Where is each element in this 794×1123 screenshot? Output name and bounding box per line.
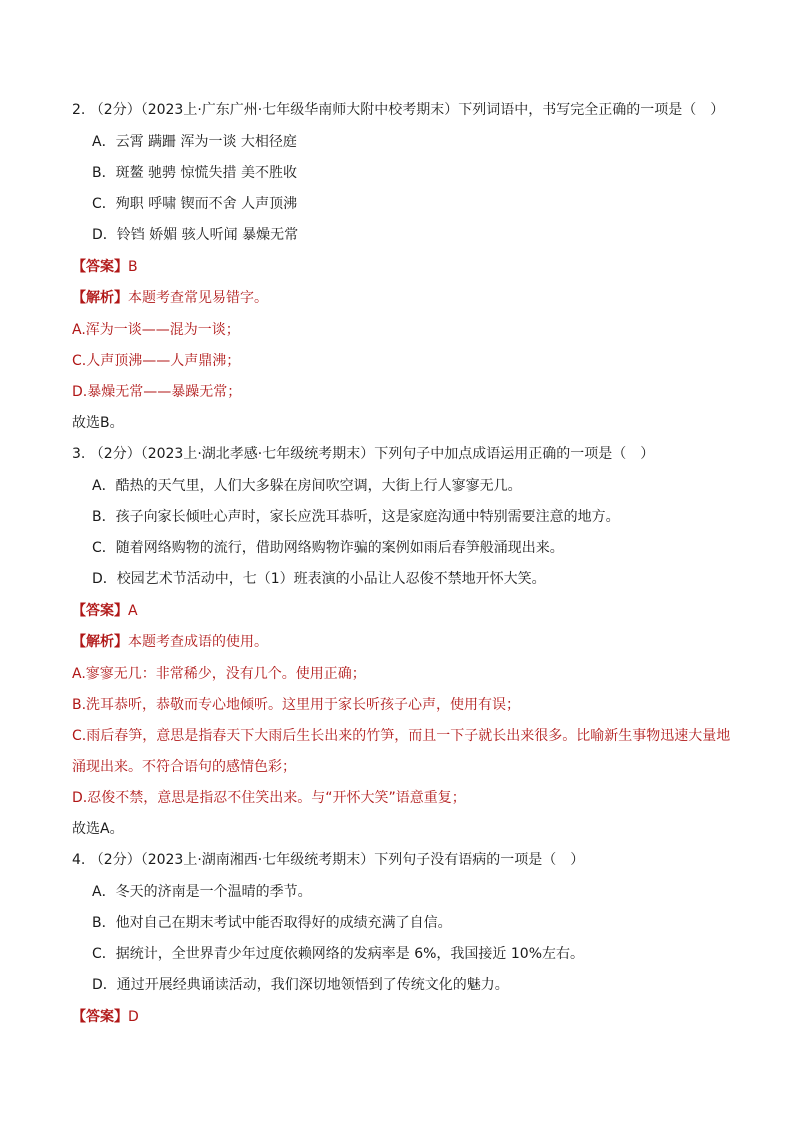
- answer-line: [72, 257, 138, 277]
- option-c: C．随着网络购物的流行，借助网络购物诈骗的案例如雨后春笋般涌现出来。: [92, 540, 564, 556]
- option-b: B．斑鳌 驰骋 惊慌失措 美不胜收: [92, 165, 297, 181]
- analysis-item: D.忍俊不禁，意思是指忍不住笑出来。与“开怀大笑”语意重复；: [72, 790, 466, 806]
- answer-value: D: [128, 1009, 139, 1025]
- conclusion: 故选A。: [72, 821, 124, 837]
- option-c: C．殉职 呼啸 锲而不舍 人声顶沸: [92, 196, 298, 212]
- analysis-item: B.洗耳恭听，恭敬而专心地倾听。这里用于家长听孩子心声，使用有误；: [72, 697, 521, 713]
- option-b: B．他对自己在期末考试中能否取得好的成绩充满了自信。: [92, 915, 452, 931]
- answer-line: [72, 1007, 139, 1027]
- question-stem: 4. （2分）（2023上·湖南湘西·七年级统考期末）下列句子没有语病的一项是（ ）: [72, 852, 585, 868]
- analysis-label: 【解析】: [72, 634, 128, 650]
- answer-label: 【答案】: [72, 259, 128, 275]
- option-a: A．酷热的天气里，人们大多躲在房间吹空调，大街上行人寥寥无几。: [92, 478, 522, 494]
- analysis-item: 涌现出来。不符合语句的感情色彩；: [72, 759, 296, 775]
- option-a: A．冬天的济南是一个温晴的季节。: [92, 884, 312, 900]
- analysis-intro: 本题考查常见易错字。: [128, 290, 268, 306]
- answer-value: B: [128, 259, 138, 275]
- analysis-line: [72, 288, 268, 308]
- option-d: D．校园艺术节活动中，七（1）班表演的小品让人忍俊不禁地开怀大笑。: [92, 571, 546, 587]
- answer-line: [72, 601, 138, 621]
- analysis-item: A.浑为一谈——混为一谈；: [72, 322, 240, 338]
- analysis-item: D.暴燥无常——暴躁无常；: [72, 384, 242, 400]
- analysis-intro: 本题考查成语的使用。: [128, 634, 268, 650]
- analysis-label: 【解析】: [72, 290, 128, 306]
- question-stem: 2. （2分）（2023上·广东广州·七年级华南师大附中校考期末）下列词语中，书写完全正确的一项是（ ）: [72, 102, 725, 118]
- analysis-item: A.寥寥无几：非常稀少，没有几个。使用正确；: [72, 666, 366, 682]
- analysis-line: [72, 632, 268, 652]
- answer-value: A: [128, 603, 138, 619]
- option-d: D．铃铛 娇媚 骇人听闻 暴燥无常: [92, 227, 299, 243]
- analysis-item: C.人声顶沸——人声鼎沸；: [72, 353, 241, 369]
- conclusion: 故选B。: [72, 415, 124, 431]
- option-a: A．云霄 蹒跚 浑为一谈 大相径庭: [92, 134, 297, 150]
- answer-label: 【答案】: [72, 1009, 128, 1025]
- option-b: B．孩子向家长倾吐心声时，家长应洗耳恭听，这是家庭沟通中特别需要注意的地方。: [92, 509, 620, 525]
- analysis-item: C.雨后春笋，意思是指春天下大雨后生长出来的竹笋，而且一下子就长出来很多。比喻新生事物迅速大量地: [72, 728, 731, 744]
- option-c: C．据统计，全世界青少年过度依赖网络的发病率是 6%，我国接近 10%左右。: [92, 946, 585, 962]
- option-d: D．通过开展经典诵读活动，我们深切地领悟到了传统文化的魅力。: [92, 977, 509, 993]
- answer-label: 【答案】: [72, 603, 128, 619]
- question-stem: 3. （2分）（2023上·湖北孝感·七年级统考期末）下列句子中加点成语运用正确的一项是（ ）: [72, 446, 655, 462]
